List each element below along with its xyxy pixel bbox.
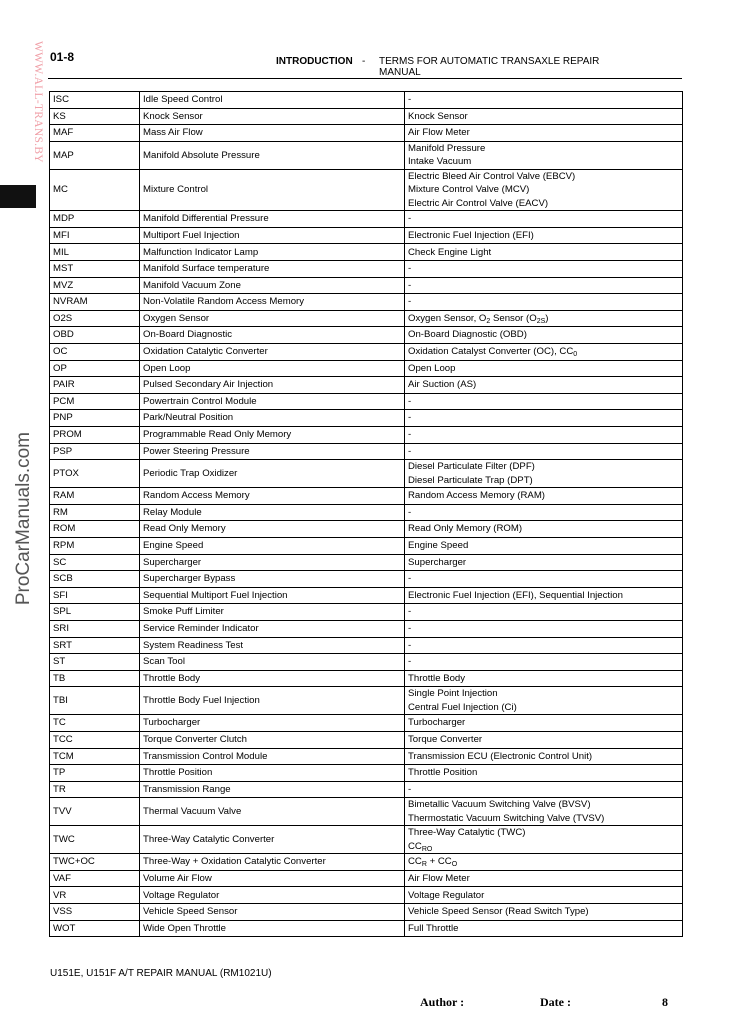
table-row	[50, 765, 683, 782]
table-row	[50, 488, 683, 505]
terms-table	[49, 91, 683, 937]
procarmanuals-watermark: ProCarManuals.com	[13, 432, 34, 606]
manual-footer: U151E, U151F A/T REPAIR MANUAL (RM1021U)	[50, 968, 272, 979]
table-row	[50, 571, 683, 588]
abbreviation-cell: MVZ	[50, 277, 140, 294]
former-term-cell	[405, 211, 683, 228]
abbreviation-cell: OP	[50, 360, 140, 377]
former-term-line: -	[408, 783, 412, 795]
former-term-cell	[405, 765, 683, 782]
abbreviation-cell: TCC	[50, 731, 140, 748]
former-term-cell	[405, 393, 683, 410]
abbreviation-cell: WOT	[50, 920, 140, 937]
table-row	[50, 826, 683, 854]
abbreviation-cell: MFI	[50, 227, 140, 244]
table-row	[50, 277, 683, 294]
former-term-cell	[405, 377, 683, 394]
sae-term-cell: Three-Way Catalytic Converter	[140, 826, 405, 854]
table-row	[50, 748, 683, 765]
sae-term-cell: Supercharger	[140, 554, 405, 571]
abbreviation-cell: SPL	[50, 604, 140, 621]
former-term-line: -	[408, 296, 412, 308]
former-term-line: Diesel Particulate Trap (DPT)	[408, 474, 533, 486]
sae-term-cell: Power Steering Pressure	[140, 443, 405, 460]
table-row	[50, 310, 683, 327]
abbreviation-cell: PCM	[50, 393, 140, 410]
sae-term-cell: Wide Open Throttle	[140, 920, 405, 937]
sae-term-cell: Mixture Control	[140, 169, 405, 211]
table-row	[50, 870, 683, 887]
table-row	[50, 670, 683, 687]
table-row	[50, 731, 683, 748]
page-title	[379, 56, 619, 78]
table-row	[50, 211, 683, 228]
former-term-cell	[405, 488, 683, 505]
former-term-cell	[405, 427, 683, 444]
author-label: Author :	[420, 995, 465, 1009]
abbreviation-cell: TP	[50, 765, 140, 782]
sae-term-cell: Manifold Vacuum Zone	[140, 277, 405, 294]
sae-term-cell: Mass Air Flow	[140, 125, 405, 142]
sae-term-cell: Manifold Differential Pressure	[140, 211, 405, 228]
former-term-cell	[405, 604, 683, 621]
former-term-cell	[405, 620, 683, 637]
sae-term-cell: Throttle Body	[140, 670, 405, 687]
sae-term-cell: Multiport Fuel Injection	[140, 227, 405, 244]
former-term-cell	[405, 410, 683, 427]
abbreviation-cell: ROM	[50, 521, 140, 538]
table-row	[50, 393, 683, 410]
sae-term-cell: System Readiness Test	[140, 637, 405, 654]
former-term-cell	[405, 731, 683, 748]
sae-term-cell: Sequential Multiport Fuel Injection	[140, 587, 405, 604]
sae-term-cell: Random Access Memory	[140, 488, 405, 505]
abbreviation-cell: MAP	[50, 141, 140, 169]
abbreviation-cell: SRI	[50, 620, 140, 637]
table-row	[50, 887, 683, 904]
abbreviation-cell: SRT	[50, 637, 140, 654]
sae-term-cell: Service Reminder Indicator	[140, 620, 405, 637]
former-term-cell	[405, 637, 683, 654]
table-row	[50, 920, 683, 937]
abbreviation-cell: PROM	[50, 427, 140, 444]
table-row	[50, 637, 683, 654]
former-term-line: Engine Speed	[408, 540, 469, 552]
former-term-line: -	[408, 395, 412, 407]
table-row	[50, 460, 683, 488]
table-row	[50, 92, 683, 109]
former-term-cell	[405, 854, 683, 871]
sae-term-cell: Transmission Control Module	[140, 748, 405, 765]
table-row	[50, 554, 683, 571]
former-term-line: Knock Sensor	[408, 110, 468, 122]
table-row	[50, 360, 683, 377]
table-row	[50, 798, 683, 826]
former-term-line: Open Loop	[408, 362, 456, 374]
sae-term-cell: Torque Converter Clutch	[140, 731, 405, 748]
abbreviation-cell: RPM	[50, 537, 140, 554]
abbreviation-cell: VR	[50, 887, 140, 904]
former-term-line: Full Throttle	[408, 922, 459, 934]
table-row	[50, 521, 683, 538]
abbreviation-cell: RAM	[50, 488, 140, 505]
former-term-cell	[405, 904, 683, 921]
abbreviation-cell: MAF	[50, 125, 140, 142]
sae-term-cell: Thermal Vacuum Valve	[140, 798, 405, 826]
table-row	[50, 169, 683, 211]
former-term-line: -	[408, 639, 412, 651]
former-term-line: Transmission ECU (Electronic Control Unit)	[408, 750, 593, 762]
former-term-line: Air Flow Meter	[408, 872, 470, 884]
former-term-cell	[405, 798, 683, 826]
sae-term-cell: Powertrain Control Module	[140, 393, 405, 410]
table-row	[50, 108, 683, 125]
sae-term-cell: Relay Module	[140, 504, 405, 521]
all-trans-watermark: WWW.ALL-TRANS.BY	[32, 41, 44, 163]
former-term-line: -	[408, 429, 412, 441]
abbreviation-cell: SFI	[50, 587, 140, 604]
abbreviation-cell: MDP	[50, 211, 140, 228]
sae-term-cell: Transmission Range	[140, 781, 405, 798]
abbreviation-cell: TWC	[50, 826, 140, 854]
former-term-cell	[405, 244, 683, 261]
sae-term-cell: Knock Sensor	[140, 108, 405, 125]
former-term-line: -	[408, 506, 412, 518]
table-row	[50, 620, 683, 637]
former-term-cell	[405, 277, 683, 294]
sae-term-cell: Turbocharger	[140, 715, 405, 732]
abbreviation-cell: PSP	[50, 443, 140, 460]
former-term-cell	[405, 537, 683, 554]
table-row	[50, 443, 683, 460]
header-separator: -	[362, 56, 366, 67]
former-term-line: -	[408, 94, 412, 106]
former-term-line: Bimetallic Vacuum Switching Valve (BVSV)	[408, 799, 591, 811]
former-term-cell	[405, 781, 683, 798]
table-row	[50, 427, 683, 444]
former-term-cell	[405, 327, 683, 344]
table-row	[50, 141, 683, 169]
abbreviation-cell: TC	[50, 715, 140, 732]
abbreviation-cell: ISC	[50, 92, 140, 109]
former-term-cell	[405, 310, 683, 327]
former-term-line: Manifold Pressure	[408, 142, 486, 154]
abbreviation-cell: OC	[50, 344, 140, 361]
former-term-line: Mixture Control Valve (MCV)	[408, 184, 530, 196]
former-term-line: Electronic Fuel Injection (EFI)	[408, 229, 534, 241]
former-term-line: On-Board Diagnostic (OBD)	[408, 329, 527, 341]
section-tab-marker	[0, 185, 36, 208]
former-term-line: $CC_{RO}$	[408, 840, 433, 853]
former-term-line: Torque Converter	[408, 733, 483, 745]
former-term-cell	[405, 294, 683, 311]
table-row	[50, 244, 683, 261]
sae-term-cell: Periodic Trap Oxidizer	[140, 460, 405, 488]
abbreviation-cell: TWC+OC	[50, 854, 140, 871]
former-term-line: Single Point Injection	[408, 688, 498, 700]
former-term-line: Intake Vacuum	[408, 156, 472, 168]
former-term-cell	[405, 125, 683, 142]
former-term-cell	[405, 460, 683, 488]
sae-term-cell: Open Loop	[140, 360, 405, 377]
sae-term-cell: Malfunction Indicator Lamp	[140, 244, 405, 261]
former-term-line: -	[408, 263, 412, 275]
former-term-line: Diesel Particulate Filter (DPF)	[408, 461, 535, 473]
former-term-line: Check Engine Light	[408, 246, 492, 258]
table-row	[50, 687, 683, 715]
former-term-line: -	[408, 213, 412, 225]
former-term-cell	[405, 141, 683, 169]
table-row	[50, 587, 683, 604]
table-row	[50, 261, 683, 278]
former-term-cell	[405, 687, 683, 715]
former-term-line: Random Access Memory (RAM)	[408, 490, 546, 502]
former-term-cell	[405, 670, 683, 687]
former-term-line: Electric Bleed Air Control Valve (EBCV)	[408, 170, 576, 182]
sae-term-cell: Oxidation Catalytic Converter	[140, 344, 405, 361]
table-row	[50, 377, 683, 394]
abbreviation-cell: MST	[50, 261, 140, 278]
former-term-cell	[405, 344, 683, 361]
former-term-line: -	[408, 656, 412, 668]
former-term-cell	[405, 261, 683, 278]
former-term-cell	[405, 108, 683, 125]
former-term-cell	[405, 887, 683, 904]
table-row	[50, 854, 683, 871]
abbreviation-cell: PNP	[50, 410, 140, 427]
former-term-cell	[405, 870, 683, 887]
sae-term-cell: Voltage Regulator	[140, 887, 405, 904]
sae-term-cell: Throttle Position	[140, 765, 405, 782]
abbreviation-cell: MIL	[50, 244, 140, 261]
former-term-line: Electronic Fuel Injection (EFI), Sequential Injection	[408, 589, 623, 601]
sae-term-cell: Volume Air Flow	[140, 870, 405, 887]
table-row	[50, 604, 683, 621]
former-term-line: -	[408, 279, 412, 291]
former-term-cell	[405, 227, 683, 244]
abbreviation-cell: OBD	[50, 327, 140, 344]
former-term-line: Oxygen Sensor, $O_2$ Sensor $(O_{2S})$	[408, 312, 549, 325]
former-term-line: Voltage Regulator	[408, 889, 485, 901]
former-term-cell	[405, 920, 683, 937]
sae-term-cell: Non-Volatile Random Access Memory	[140, 294, 405, 311]
sae-term-cell: Oxygen Sensor	[140, 310, 405, 327]
former-term-line: Supercharger	[408, 556, 467, 568]
page-title-line: MANUAL	[379, 67, 421, 78]
table-row	[50, 504, 683, 521]
sae-term-cell: Read Only Memory	[140, 521, 405, 538]
former-term-cell	[405, 554, 683, 571]
abbreviation-cell: O2S	[50, 310, 140, 327]
terms-table-body	[50, 92, 683, 937]
abbreviation-cell: TVV	[50, 798, 140, 826]
table-row	[50, 654, 683, 671]
sae-term-cell: Manifold Absolute Pressure	[140, 141, 405, 169]
table-row	[50, 715, 683, 732]
abbreviation-cell: TCM	[50, 748, 140, 765]
header-rule	[48, 78, 682, 79]
sae-term-cell: Idle Speed Control	[140, 92, 405, 109]
abbreviation-cell: NVRAM	[50, 294, 140, 311]
table-row	[50, 904, 683, 921]
page-title-line: TERMS FOR AUTOMATIC TRANSAXLE REPAIR	[379, 56, 600, 67]
sae-term-cell: Vehicle Speed Sensor	[140, 904, 405, 921]
table-row	[50, 327, 683, 344]
former-term-line: Electric Air Control Valve (EACV)	[408, 197, 549, 209]
abbreviation-cell: VAF	[50, 870, 140, 887]
sheet-number: 8	[662, 995, 668, 1009]
former-term-cell	[405, 92, 683, 109]
former-term-line: -	[408, 573, 412, 585]
sae-term-cell: Supercharger Bypass	[140, 571, 405, 588]
section-title: INTRODUCTION	[276, 56, 353, 67]
abbreviation-cell: TB	[50, 670, 140, 687]
date-label: Date :	[540, 995, 571, 1009]
table-row	[50, 344, 683, 361]
former-term-line: Three-Way Catalytic (TWC)	[408, 827, 526, 839]
abbreviation-cell: RM	[50, 504, 140, 521]
abbreviation-cell: PAIR	[50, 377, 140, 394]
former-term-line: -	[408, 412, 412, 424]
former-term-line: Vehicle Speed Sensor (Read Switch Type)	[408, 906, 589, 918]
abbreviation-cell: ST	[50, 654, 140, 671]
former-term-cell	[405, 826, 683, 854]
former-term-line: Turbocharger	[408, 717, 466, 729]
former-term-line: Read Only Memory (ROM)	[408, 523, 523, 535]
sae-term-cell: On-Board Diagnostic	[140, 327, 405, 344]
table-row	[50, 781, 683, 798]
former-term-line: -	[408, 445, 412, 457]
page-number: 01-8	[50, 50, 75, 64]
former-term-line: -	[408, 606, 412, 618]
table-row	[50, 294, 683, 311]
former-term-cell	[405, 715, 683, 732]
former-term-line: Thermostatic Vacuum Switching Valve (TVSV)	[408, 812, 605, 824]
former-term-line: Central Fuel Injection (Ci)	[408, 701, 517, 713]
table-row	[50, 125, 683, 142]
sae-term-cell: Throttle Body Fuel Injection	[140, 687, 405, 715]
former-term-cell	[405, 169, 683, 211]
abbreviation-cell: SCB	[50, 571, 140, 588]
abbreviation-cell: VSS	[50, 904, 140, 921]
former-term-cell	[405, 360, 683, 377]
former-term-line: $CC_R + CC_O$	[408, 856, 458, 869]
sae-term-cell: Pulsed Secondary Air Injection	[140, 377, 405, 394]
abbreviation-cell: PTOX	[50, 460, 140, 488]
former-term-cell	[405, 443, 683, 460]
former-term-line: Air Suction (AS)	[408, 379, 477, 391]
sae-term-cell: Three-Way + Oxidation Catalytic Converter	[140, 854, 405, 871]
abbreviation-cell: SC	[50, 554, 140, 571]
abbreviation-cell: TBI	[50, 687, 140, 715]
former-term-cell	[405, 571, 683, 588]
sae-term-cell: Park/Neutral Position	[140, 410, 405, 427]
table-row	[50, 537, 683, 554]
former-term-cell	[405, 521, 683, 538]
former-term-line: Throttle Position	[408, 767, 478, 779]
former-term-line: Oxidation Catalyst Converter (OC), $CC_0$	[408, 346, 578, 359]
former-term-cell	[405, 504, 683, 521]
sae-term-cell: Scan Tool	[140, 654, 405, 671]
former-term-cell	[405, 748, 683, 765]
abbreviation-cell: KS	[50, 108, 140, 125]
former-term-line: -	[408, 622, 412, 634]
former-term-cell	[405, 587, 683, 604]
sae-term-cell: Smoke Puff Limiter	[140, 604, 405, 621]
table-row	[50, 227, 683, 244]
former-term-cell	[405, 654, 683, 671]
former-term-line: Throttle Body	[408, 672, 466, 684]
sae-term-cell: Manifold Surface temperature	[140, 261, 405, 278]
former-term-line: Air Flow Meter	[408, 127, 470, 139]
abbreviation-cell: MC	[50, 169, 140, 211]
sae-term-cell: Engine Speed	[140, 537, 405, 554]
abbreviation-cell: TR	[50, 781, 140, 798]
sae-term-cell: Programmable Read Only Memory	[140, 427, 405, 444]
table-row	[50, 410, 683, 427]
